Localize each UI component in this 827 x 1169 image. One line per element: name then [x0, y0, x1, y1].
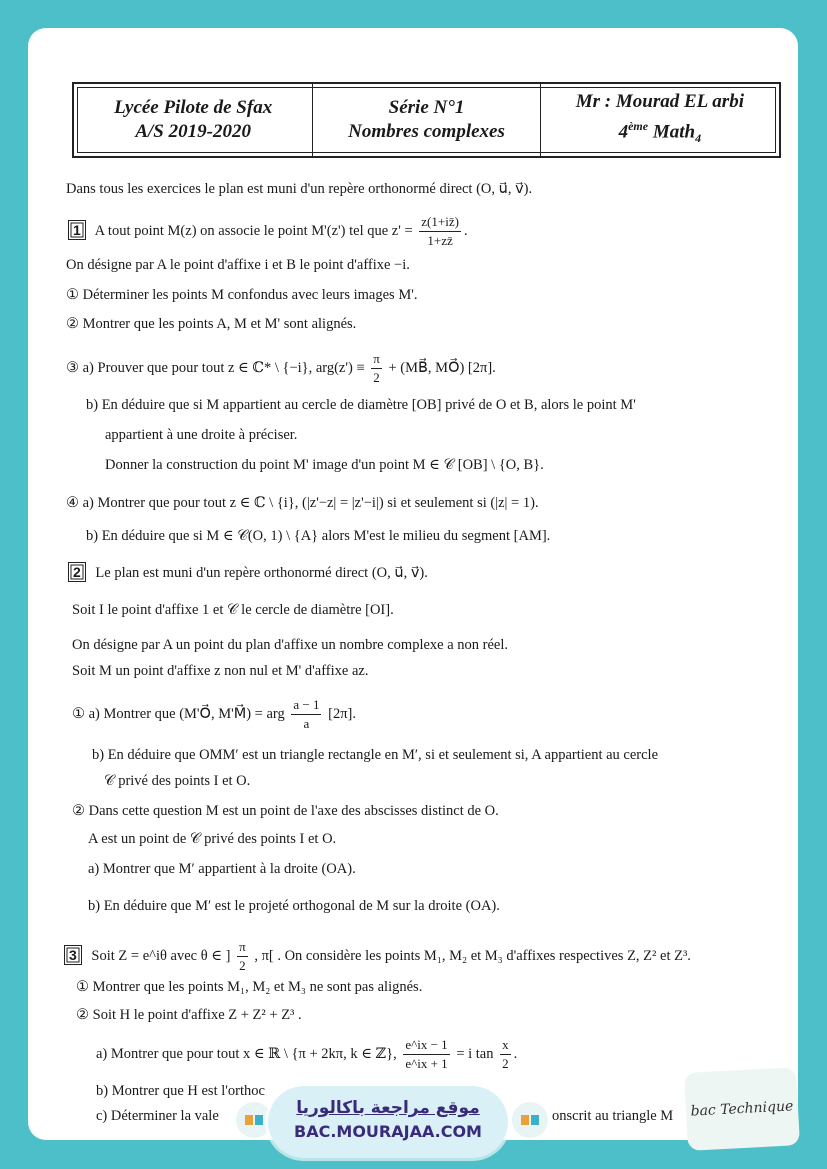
exercise-3-q1: ① Montrer que les points M₁, M₂ et M₃ ne sont pas alignés. [76, 979, 423, 995]
exercise-1-q3a: ③ a) Prouver que pour tout z ∈ ℂ* \ {−i}, arg(z') ≡ $\frac{\pi}{2}$ + (MB⃗, MO⃗) [2π]. [66, 351, 496, 385]
exercise-1-q4a: ④ a) Montrer que pour tout z ∈ ℂ \ {i}, (|z'−z| = |z'−i|) si et seulement si (|z| = 1). [66, 495, 539, 511]
exercise-2-q1a: ① a) Montrer que (M'O⃗, M'M⃗) = arg $\frac{a - 1}{a}$ [2π]. [72, 697, 356, 731]
exercise-2-line-4: Soit M un point d'affixe z non nul et M' d'affixe az. [72, 663, 369, 679]
exercise-2-q1b-line-2: 𝒞 privé des points I et O. [104, 773, 251, 789]
ex3-fraction: $\frac{\pi}{2}$ [239, 939, 246, 973]
exercise-1-q3b-line-3: Donner la construction du point M' image d'un point M ∈ 𝒞 [OB] \ {O, B}. [105, 457, 544, 473]
school-year: A/S 2019-2020 [135, 121, 251, 142]
header-teacher-cell [540, 84, 779, 156]
exercise-3-statement: 3 Soit Z = e^iθ avec θ ∈ ] $\frac{\pi}{2}$ , π[ . On considère les points M₁, M₂ et M₃ d'affixes respectives Z, Z² et Z³. [64, 938, 691, 975]
series-topic: Nombres complexes [348, 121, 505, 142]
exercise-3-q2: ② Soit H le point d'affixe Z + Z² + Z³ . [76, 1007, 302, 1023]
intro-text: Dans tous les exercices le plan est muni d'un repère orthonormé direct (O, u⃗, v⃗). [66, 181, 533, 197]
header-school-cell [74, 84, 312, 156]
exercise-1-fraction: $\frac{z(1+iz̄)}{1+zz̄}$ [421, 214, 459, 248]
exercise-3-q2a: a) Montrer que pour tout x ∈ ℝ \ {π + 2kπ, k ∈ ℤ}, $\frac{e\^{}ix - 1}{e\^{}ix + 1}$ = i tan $\frac{x}{2}$ . [96, 1037, 518, 1071]
exercise-2-q2b: b) En déduire que M′ est le projeté orthogonal de M sur la droite (OA). [88, 898, 500, 914]
header-series-cell [312, 84, 539, 156]
exercise-1-statement: 1 A tout point M(z) on associe le point M'(z') tel que z' = $\frac{z(1+iz̄)}{1+zz̄}$ . [68, 213, 468, 250]
q1a-fraction: $\frac{a - 1}{a}$ [293, 697, 320, 731]
website-badge[interactable] [268, 1086, 508, 1158]
exercise-1-q1: ① Déterminer les points M confondus avec leurs images M'. [66, 287, 418, 303]
website-url[interactable]: BAC.MOURAJAA.COM [294, 1122, 482, 1141]
exercise-2-line-2: Soit I le point d'affixe 1 et 𝒞 le cercle de diamètre [OI]. [72, 602, 394, 618]
exercise-3-number: 3 [64, 945, 82, 965]
exercise-2-q2: ② Dans cette question M est un point de l'axe des abscisses distinct de O. [72, 803, 499, 819]
class-name: 4ème Math$_4$ [618, 118, 702, 146]
exercise-2-q1b-line-1: b) En déduire que OMM′ est un triangle rectangle en M′, si et seulement si, A appartient au cercle [92, 747, 659, 763]
exercise-3-q2c: c) Déterminer la vale [96, 1108, 219, 1124]
header-table [72, 82, 781, 158]
series-title: Série N°1 [388, 97, 465, 118]
bac-technique-tag: bac Technique [684, 1067, 800, 1151]
q2a-fraction-2: $\frac{x}{2}$ [502, 1037, 509, 1071]
exercise-1-line-2: On désigne par A le point d'affixe i et B le point d'affixe −i. [66, 257, 410, 273]
exercise-1-q3b-line-1: b) En déduire que si M appartient au cercle de diamètre [OB] privé de O et B, alors le point M' [86, 397, 636, 413]
q2a-fraction: $\frac{e\^{}ix - 1}{e\^{}ix + 1}$ [405, 1037, 448, 1071]
exercise-3-q2b: b) Montrer que H est l'orthoc [96, 1083, 265, 1099]
exercise-2-number: 2 [68, 562, 86, 582]
exercise-1-q3b-line-2: appartient à une droite à préciser. [105, 427, 298, 443]
exercise-2-statement: 2 Le plan est muni d'un repère orthonormé direct (O, u⃗, v⃗). [68, 562, 428, 582]
exercise-1-q4b: b) En déduire que si M ∈ 𝒞(O, 1) \ {A} alors M'est le milieu du segment [AM]. [86, 528, 551, 544]
exercise-1-number: 1 [68, 220, 86, 240]
exercise-2-q2a: a) Montrer que M′ appartient à la droite (OA). [88, 861, 356, 877]
q3a-fraction: $\frac{\pi}{2}$ [373, 351, 380, 385]
exercise-2-q2-line-2: A est un point de 𝒞 privé des points I et O. [88, 831, 337, 847]
exercise-1-q2: ② Montrer que les points A, M et M' sont alignés. [66, 316, 357, 332]
exercise-3-q2c-end: onscrit au triangle M [552, 1108, 674, 1124]
right-logo-icon [512, 1102, 548, 1138]
exercise-2-line-3: On désigne par A un point du plan d'affixe un nombre complexe a non réel. [72, 637, 509, 653]
website-arabic-name: موقع مراجعة باكالوريا [296, 1098, 480, 1118]
left-logo-icon [236, 1102, 272, 1138]
teacher-name: Mr : Mourad EL arbi [575, 90, 744, 112]
school-name: Lycée Pilote de Sfax [114, 97, 273, 118]
